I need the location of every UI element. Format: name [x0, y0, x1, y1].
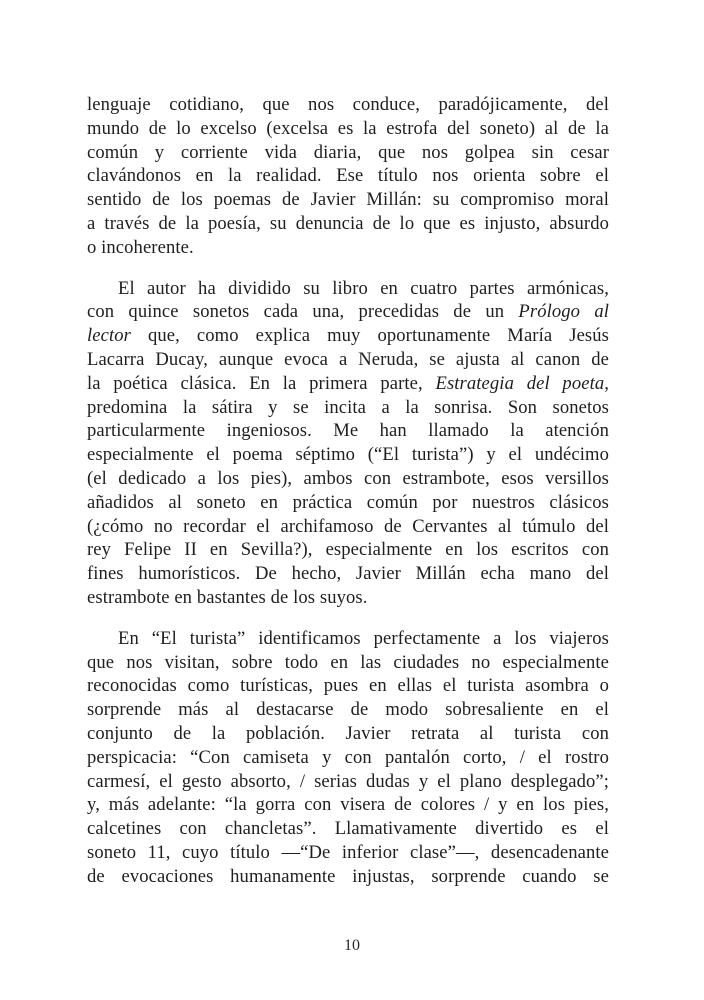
- text-segment: de evocaciones humanamente injustas, sorprende cuando se: [87, 865, 609, 887]
- text-segment: En “El turista” identificamos perfectamente a los viajeros: [118, 627, 609, 649]
- text-segment: particularmente ingeniosos. Me han llamado la atención: [87, 420, 609, 442]
- text-line: [87, 212, 609, 236]
- text-line: [87, 443, 609, 467]
- text-line: [87, 515, 609, 539]
- text-segment: común y corriente vida diaria, que nos golpea sin cesar: [87, 141, 609, 163]
- italic-text-segment: Prólogo al: [518, 301, 609, 323]
- text-line: [87, 93, 609, 117]
- text-segment: El autor ha dividido su libro en cuatro partes armónicas,: [118, 277, 609, 299]
- text-segment: clavándonos en la realidad. Ese título nos orienta sobre el: [87, 165, 609, 187]
- text-segment: conjunto de la población. Javier retrata al turista con: [87, 722, 609, 744]
- text-segment: estrambote en bastantes de los suyos.: [87, 586, 368, 608]
- text-line: [87, 651, 609, 675]
- text-line: [87, 277, 609, 301]
- text-line: [87, 627, 609, 651]
- text-segment: reconocidas como turísticas, pues en ellas el turista asombra o: [87, 675, 609, 697]
- text-line: [87, 491, 609, 515]
- text-segment: o incoherente.: [87, 236, 194, 258]
- page-number: 10: [344, 937, 360, 954]
- italic-text-segment: Estrategia del poeta: [435, 372, 605, 394]
- text-segment: sentido de los poemas de Javier Millán: su compromiso moral: [87, 189, 609, 211]
- text-line: [87, 164, 609, 188]
- text-line: [87, 674, 609, 698]
- text-segment: añadidos al soneto en práctica común por nuestros clásicos: [87, 491, 609, 513]
- text-segment: especialmente el poema séptimo (“El turista”) y el undécimo: [87, 444, 609, 466]
- text-line: [87, 722, 609, 746]
- paragraph: [87, 277, 609, 610]
- text-line: [87, 372, 609, 396]
- text-segment: rey Felipe II en Sevilla?), especialmente en los escritos con: [87, 539, 609, 561]
- text-segment: que, como explica muy oportunamente María Jesús: [130, 325, 609, 347]
- text-segment: lenguaje cotidiano, que nos conduce, paradójicamente, del: [87, 94, 609, 115]
- text-line: [87, 746, 609, 770]
- text-line: [87, 236, 609, 260]
- text-line: [87, 348, 609, 372]
- text-line: [87, 467, 609, 491]
- text-line: [87, 865, 609, 889]
- text-line: [87, 300, 609, 324]
- text-segment: predomina la sátira y se incita a la sonrisa. Son sonetos: [87, 396, 609, 418]
- text-segment: soneto 11, cuyo título —“De inferior clase”—, desencadenante: [87, 841, 609, 863]
- text-line: [87, 117, 609, 141]
- text-segment: a través de la poesía, su denuncia de lo que es injusto, absurdo: [87, 212, 609, 234]
- text-line: [87, 396, 609, 420]
- text-segment: calcetines con chancletas”. Llamativamente divertido es el: [87, 818, 609, 840]
- text-block: [87, 93, 609, 906]
- text-segment: y, más adelante: “la gorra con visera de colores / y en los pies,: [87, 794, 609, 816]
- text-segment: mundo de lo excelso (excelsa es la estrofa del soneto) al de la: [87, 117, 609, 139]
- text-segment: sorprende más al destacarse de modo sobresaliente en el: [87, 699, 609, 721]
- text-segment: carmesí, el gesto absorto, / serias dudas y el plano desplegado”;: [87, 770, 609, 792]
- text-segment: con quince sonetos cada una, precedidas de un: [87, 301, 519, 323]
- text-line: [87, 793, 609, 817]
- paragraph: [87, 627, 609, 889]
- text-line: [87, 698, 609, 722]
- text-line: [87, 841, 609, 865]
- text-segment: fines humorísticos. De hecho, Javier Millán echa mano del: [87, 563, 609, 585]
- text-segment: (el dedicado a los pies), ambos con estrambote, esos versillos: [87, 467, 609, 489]
- text-line: [87, 188, 609, 212]
- text-line: [87, 324, 609, 348]
- text-line: [87, 586, 609, 610]
- text-line: [87, 770, 609, 794]
- text-line: [87, 538, 609, 562]
- text-segment: (¿cómo no recordar el archifamoso de Cervantes al túmulo del: [87, 515, 609, 537]
- text-segment: perspicacia: “Con camiseta y con pantalón corto, / el rostro: [87, 746, 609, 768]
- italic-text-segment: lector: [87, 325, 131, 347]
- text-segment: ,: [604, 372, 609, 394]
- text-line: [87, 562, 609, 586]
- text-segment: Lacarra Ducay, aunque evoca a Neruda, se ajusta al canon de: [87, 348, 609, 370]
- text-line: [87, 419, 609, 443]
- text-segment: la poética clásica. En la primera parte,: [87, 372, 436, 394]
- paragraph: [87, 93, 609, 260]
- text-line: [87, 141, 609, 165]
- text-segment: que nos visitan, sobre todo en las ciudades no especialmente: [87, 651, 609, 673]
- text-line: [87, 817, 609, 841]
